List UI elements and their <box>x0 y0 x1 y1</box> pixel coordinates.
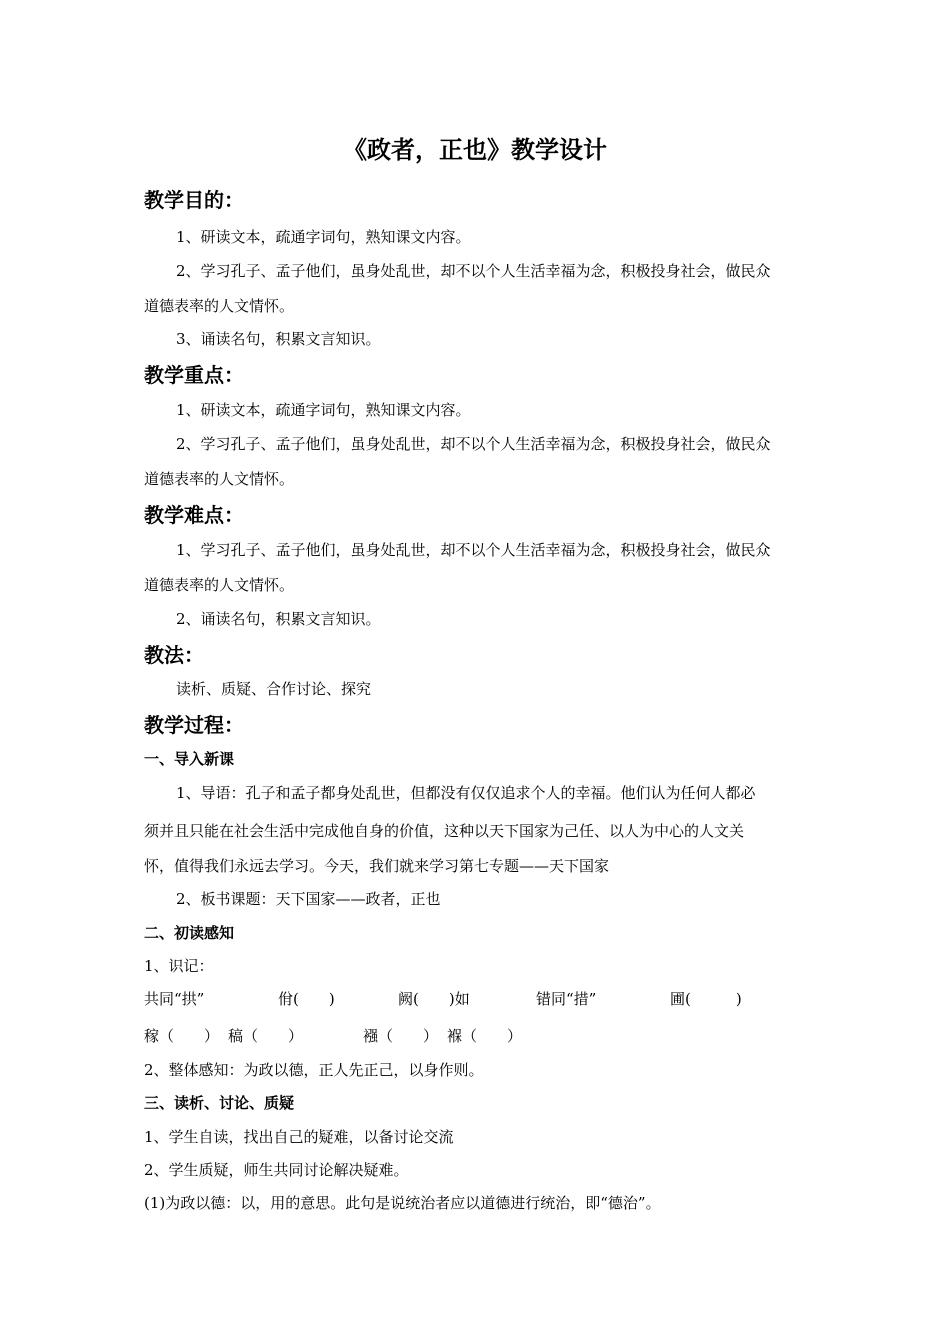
vocab-item: 襁（ ） <box>363 1027 439 1045</box>
vocab-item: 稿（ ） <box>228 1027 304 1045</box>
section-1-para-1a: 1、导语：孔子和孟子都身处乱世，但都没有仅仅追求个人的幸福。他们认为任何人都必 <box>176 784 756 802</box>
vocab-item: 稼（ ） <box>144 1027 220 1045</box>
section-1-para-1b: 须并且只能在社会生活中完成他自身的价值，这种以天下国家为己任、以人为中心的人文关 <box>144 822 745 840</box>
difficulties-item-2: 2、诵读名句，积累文言知识。 <box>176 610 381 628</box>
section-3-para-2: 2、学生质疑，师生共同讨论解决疑难。 <box>144 1161 409 1179</box>
vocab-item: 佾( ) <box>278 990 335 1008</box>
section-3-para-3: (1)为政以德：以，用的意思。此句是说统治者应以道德进行统治，即“德治”。 <box>144 1194 661 1212</box>
vocab-item: 阙( )如 <box>398 990 470 1008</box>
objectives-item-1: 1、研读文本，疏通字词句，熟知课文内容。 <box>176 228 471 246</box>
section-3-heading: 三、读析、讨论、质疑 <box>144 1094 295 1112</box>
vocab-item: 共同“拱” <box>144 990 205 1008</box>
section-2-para-1: 1、识记： <box>144 957 214 975</box>
methods-text: 读析、质疑、合作讨论、探究 <box>176 680 372 698</box>
vocab-item: 褓（ ） <box>447 1027 523 1045</box>
section-2-heading: 二、初读感知 <box>144 924 235 942</box>
process-heading: 教学过程： <box>144 713 244 737</box>
section-1-para-2: 2、板书课题：天下国家——政者，正也 <box>176 890 441 908</box>
vocab-item: 错同“措” <box>536 990 597 1008</box>
section-1-heading: 一、导入新课 <box>144 750 235 768</box>
methods-heading: 教法： <box>144 643 204 667</box>
key-points-item-2a: 2、学习孔子、孟子他们，虽身处乱世，却不以个人生活幸福为念，积极投身社会，做民众 <box>176 435 771 453</box>
section-1-para-1c: 怀，值得我们永远去学习。今天，我们就来学习第七专题——天下国家 <box>144 857 610 875</box>
key-points-item-2b: 道德表率的人文情怀。 <box>144 470 295 488</box>
objectives-item-2b: 道德表率的人文情怀。 <box>144 297 295 315</box>
document-title: 《政者，正也》教学设计 <box>343 136 607 164</box>
difficulties-item-1b: 道德表率的人文情怀。 <box>144 576 295 594</box>
objectives-item-3: 3、诵读名句，积累文言知识。 <box>176 330 381 348</box>
key-points-heading: 教学重点： <box>144 363 244 387</box>
section-3-para-1: 1、学生自读，找出自己的疑难，以备讨论交流 <box>144 1128 454 1146</box>
objectives-heading: 教学目的： <box>144 188 244 212</box>
section-2-para-2: 2、整体感知：为政以德，正人先正己，以身作则。 <box>144 1061 484 1079</box>
key-points-item-1: 1、研读文本，疏通字词句，熟知课文内容。 <box>176 401 471 419</box>
objectives-item-2a: 2、学习孔子、孟子他们，虽身处乱世，却不以个人生活幸福为念，积极投身社会，做民众 <box>176 262 771 280</box>
difficulties-item-1a: 1、学习孔子、孟子他们，虽身处乱世，却不以个人生活幸福为念，积极投身社会，做民众 <box>176 541 771 559</box>
vocab-item: 圃( ) <box>670 990 742 1008</box>
difficulties-heading: 教学难点： <box>144 503 244 527</box>
